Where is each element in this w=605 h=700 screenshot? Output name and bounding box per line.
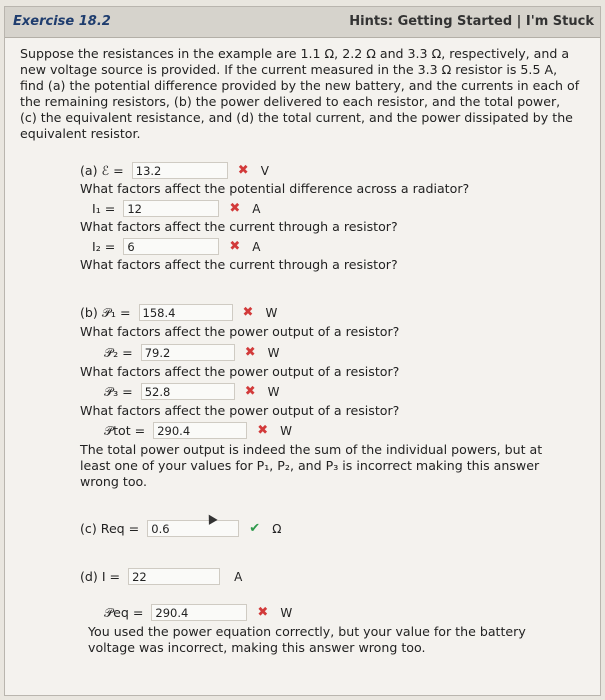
p2-label: 𝒫₂ = (104, 344, 133, 360)
i-total-unit: A (234, 569, 243, 584)
p1-row (80, 304, 277, 321)
emf-unit: V (260, 163, 269, 178)
i1-unit: A (252, 201, 261, 216)
peq-label: 𝒫eq = (104, 604, 144, 620)
incorrect-icon: ✖ (244, 384, 256, 399)
peq-unit: W (280, 605, 293, 620)
incorrect-icon: ✖ (257, 423, 269, 438)
p3-row (104, 383, 280, 400)
i1-row (92, 200, 261, 217)
i-total-input[interactable]: 22 (128, 568, 220, 585)
ptot-feedback: The total power output is indeed the sum of the individual powers, but at least one of your values for P₁, P₂, and P₃ is incorrect making this answer wrong too. (80, 442, 543, 489)
incorrect-icon: ✖ (229, 239, 241, 254)
p2-unit: W (267, 345, 280, 360)
ptot-unit: W (280, 423, 293, 438)
p1-unit: W (265, 305, 278, 320)
i2-hint[interactable]: What factors affect the current through a resistor? (80, 257, 398, 272)
emf-hint[interactable]: What factors affect the potential difference across a radiator? (80, 181, 470, 196)
peq-input[interactable]: 290.4 (151, 604, 247, 621)
i2-unit: A (252, 239, 261, 254)
p2-row (104, 344, 280, 361)
req-input[interactable]: 0.6 (147, 520, 239, 537)
req-label: (c) Req = (80, 521, 140, 536)
p3-unit: W (267, 384, 280, 399)
i2-input[interactable]: 6 (123, 238, 219, 255)
i1-label: I₁ = (92, 201, 116, 216)
ptot-label: 𝒫tot = (104, 422, 146, 438)
peq-feedback: You used the power equation correctly, but your value for the battery voltage was incorrect, making this answer wrong too. (88, 624, 526, 655)
i2-row (92, 238, 261, 255)
p1-hint[interactable]: What factors affect the power output of a resistor? (80, 324, 400, 339)
ptot-row (104, 422, 292, 439)
peq-row (104, 604, 292, 621)
req-row (80, 520, 281, 537)
i2-label: I₂ = (92, 239, 116, 254)
emf-input[interactable]: 13.2 (132, 162, 228, 179)
incorrect-icon: ✖ (244, 345, 256, 360)
ptot-input[interactable]: 290.4 (153, 422, 247, 439)
p1-input[interactable]: 158.4 (139, 304, 233, 321)
correct-check-icon: ✔ (249, 521, 261, 536)
exercise-title: Exercise 18.2 (13, 14, 111, 29)
emf-row (80, 162, 269, 179)
emf-label: (a) ℰ = (80, 163, 124, 178)
incorrect-icon: ✖ (229, 201, 241, 216)
p2-input[interactable]: 79.2 (141, 344, 235, 361)
incorrect-icon: ✖ (257, 605, 269, 620)
incorrect-icon: ✖ (242, 305, 254, 320)
exercise-header (5, 7, 600, 38)
i1-input[interactable]: 12 (123, 200, 219, 217)
p3-input[interactable]: 52.8 (141, 383, 235, 400)
p1-label: (b) 𝒫₁ = (80, 304, 131, 320)
p2-hint[interactable]: What factors affect the power output of a resistor? (80, 364, 400, 379)
incorrect-icon: ✖ (237, 163, 249, 178)
p3-hint[interactable]: What factors affect the power output of a resistor? (80, 403, 400, 418)
p3-label: 𝒫₃ = (104, 383, 133, 399)
i-total-row (80, 568, 242, 585)
i1-hint[interactable]: What factors affect the current through a resistor? (80, 219, 398, 234)
req-unit: Ω (272, 521, 282, 536)
hints-links[interactable]: Hints: Getting Started | I'm Stuck (349, 14, 594, 29)
i-total-label: (d) I = (80, 569, 121, 584)
problem-statement: Suppose the resistances in the example are 1.1 Ω, 2.2 Ω and 3.3 Ω, respectively, and a new voltage source is provided. If the current measured in the 3.3 Ω resistor is 5.5 A, find (a) the potential difference provided by the new battery, and the currents in each of the remaining resistors, (b) the power delivered to each resistor, and the total power, (c) the equivalent resistance, and (d) the total current, and the power dissipated by the equivalent resistor. (20, 46, 580, 141)
